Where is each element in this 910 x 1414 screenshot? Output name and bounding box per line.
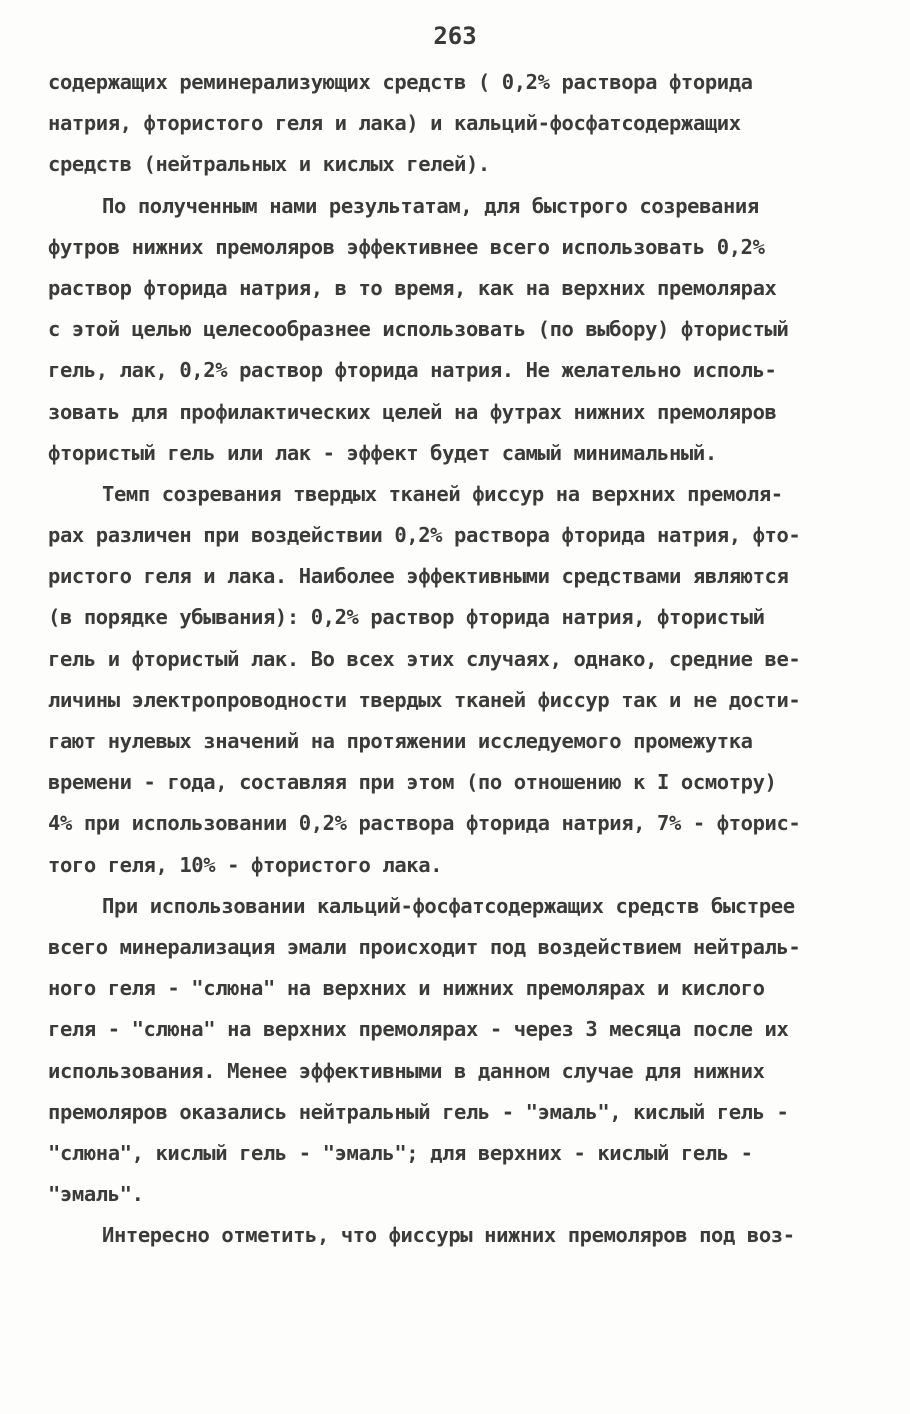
body-text [48, 62, 878, 1256]
text-line: средств (нейтральных и кислых гелей). [48, 152, 490, 177]
text-line: того геля, 10% - фтористого лака. [48, 852, 443, 877]
paragraph-start-line: По полученным нами результатам, для быстрого созревания [102, 193, 759, 218]
text-line: "эмаль". [48, 1182, 144, 1207]
text-line: ного геля - "слюна" на верхних и нижних премолярах и кислого [48, 976, 765, 1001]
paragraph-start-line: Темп созревания твердых тканей фиссур на верхних премоля- [102, 481, 783, 506]
page-number: 263 [433, 22, 477, 50]
text-line: натрия, фтористого геля и лака) и кальций-фосфатсодержащих [48, 111, 741, 136]
text-line: "слюна", кислый гель - "эмаль"; для верхних - кислый гель - [48, 1140, 753, 1165]
text-line: всего минерализация эмали происходит под воздействием нейтраль- [48, 934, 801, 959]
text-line: гель, лак, 0,2% раствор фторида натрия. Не желательно исполь- [48, 358, 777, 383]
text-line: футров нижних премоляров эффективнее всего использовать 0,2% [48, 234, 765, 259]
text-line: 4% при использовании 0,2% раствора фторида натрия, 7% - фторис- [48, 811, 801, 836]
paragraph-start-line: При использовании кальций-фосфатсодержащих средств быстрее [102, 893, 795, 918]
text-line: гель и фтористый лак. Во всех этих случаях, однако, средние ве- [48, 646, 801, 671]
text-line: личины электропроводности твердых тканей фиссур так и не дости- [48, 687, 801, 712]
text-line: зовать для профилактических целей на футрах нижних премоляров [48, 399, 777, 424]
text-line: раствор фторида натрия, в то время, как на верхних премолярах [48, 275, 777, 300]
paragraph-start-line: Интересно отметить, что фиссуры нижних премоляров под воз- [102, 1223, 795, 1248]
text-line: геля - "слюна" на верхних премолярах - через 3 месяца после их [48, 1017, 789, 1042]
text-line: времени - года, составляя при этом (по отношению к I осмотру) [48, 770, 777, 795]
text-line: рах различен при воздействии 0,2% раствора фторида натрия, фто- [48, 523, 801, 548]
text-line: гают нулевых значений на протяжении исследуемого промежутка [48, 729, 753, 753]
text-line: использования. Менее эффективными в данном случае для нижних [48, 1058, 765, 1083]
text-line: ристого геля и лака. Наиболее эффективными средствами являются [48, 564, 789, 589]
text-line: премоляров оказались нейтральный гель - "эмаль", кислый гель - [48, 1099, 789, 1124]
text-line: содержащих реминерализующих средств ( 0,2% раствора фторида [48, 70, 753, 94]
text-line: (в порядке убывания): 0,2% раствор фторида натрия, фтористый [48, 605, 765, 630]
text-line: фтористый гель или лак - эффект будет самый минимальный. [48, 440, 717, 465]
text-line: с этой целью целесообразнее использовать (по выбору) фтористый [48, 317, 789, 342]
